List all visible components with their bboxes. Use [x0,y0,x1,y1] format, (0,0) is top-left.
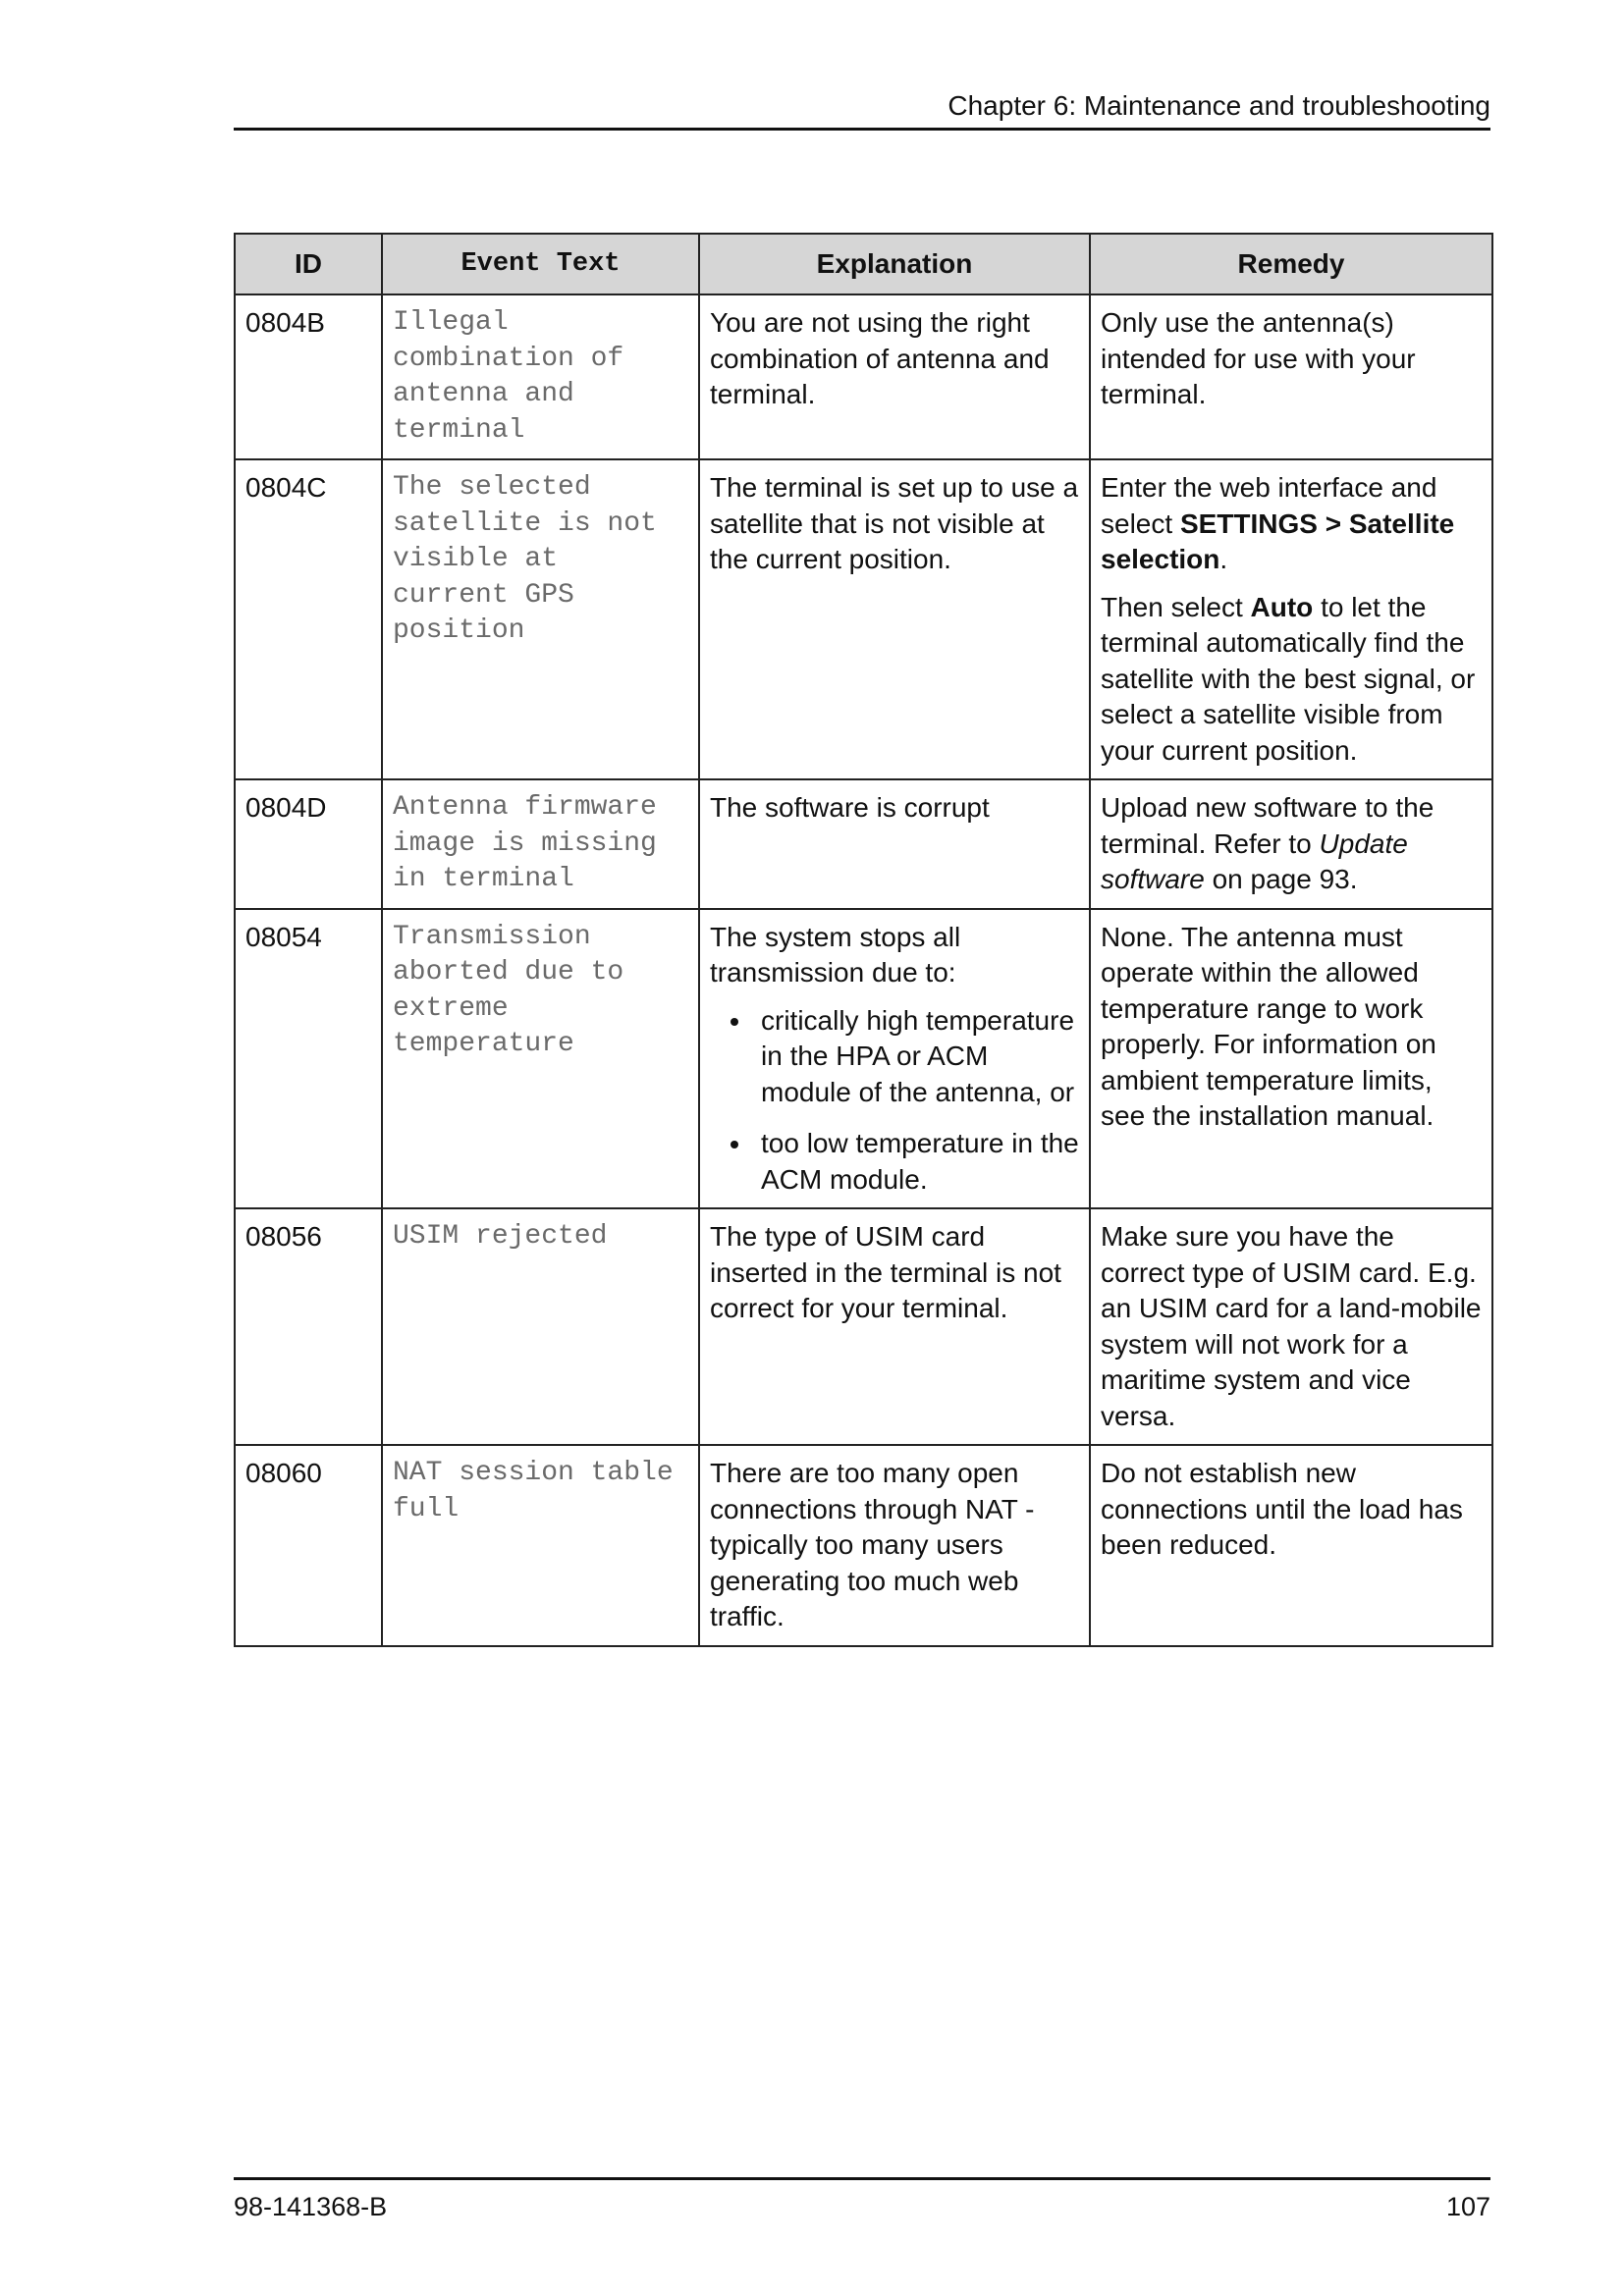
explanation: The terminal is set up to use a satellite that is not visible at the current position. [699,459,1090,779]
explanation-intro: The system stops all transmission due to: [710,921,961,988]
event-id: 0804B [235,294,382,459]
remedy [1090,459,1492,779]
document-number: 98-141368-B [234,2192,388,2221]
remedy-paragraph: Enter the web interface and select SETTINGS > Satellite selection. [1101,472,1455,574]
auto-option: Auto [1250,591,1314,622]
column-header-event-text: Event Text [382,234,699,294]
explanation: There are too many open connections through NAT - typically too many users generating too much web traffic. [699,1445,1090,1646]
event-id: 0804D [235,779,382,909]
event-id: 0804C [235,459,382,779]
explanation: The type of USIM card inserted in the terminal is not correct for your terminal. [699,1208,1090,1445]
event-text: Transmission aborted due to extreme temperature [382,909,699,1209]
list-item: • critically high temperature in the HPA or ACM module of the antenna, or [753,1003,1079,1111]
header-rule [234,128,1490,131]
remedy-paragraph: Then select Auto to let the terminal automatically find the satellite with the best signal, or select a satellite visible from your current position. [1101,591,1476,766]
remedy: Make sure you have the correct type of USIM card. E.g. an USIM card for a land-mobile system will not work for a maritime system and vice versa. [1090,1208,1492,1445]
remedy: None. The antenna must operate within the allowed temperature range to work properly. For information on ambient temperature limits, see the installation manual. [1090,909,1492,1209]
footer-rule [234,2177,1490,2180]
column-header-id: ID [235,234,382,294]
remedy: Upload new software to the terminal. Refer to Update software on page 93. [1090,779,1492,909]
chapter-header: Chapter 6: Maintenance and troubleshooting [947,90,1490,121]
event-text: USIM rejected [382,1208,699,1445]
event-id: 08056 [235,1208,382,1445]
table-row [235,1208,1492,1445]
table-row [235,1445,1492,1646]
explanation: You are not using the right combination of antenna and terminal. [699,294,1090,459]
column-header-explanation: Explanation [699,234,1090,294]
event-table [234,233,1493,1647]
column-header-remedy: Remedy [1090,234,1492,294]
table-row [235,909,1492,1209]
explanation: The software is corrupt [699,779,1090,909]
cause-list [710,1003,1079,1199]
remedy: Do not establish new connections until the load has been reduced. [1090,1445,1492,1646]
event-text: Illegal combination of antenna and terminal [382,294,699,459]
page-number: 107 [1445,2192,1490,2221]
event-text: NAT session table full [382,1445,699,1646]
menu-path: SETTINGS > Satellite selection [1101,507,1455,574]
event-text: The selected satellite is not visible at current GPS position [382,459,699,779]
table-row [235,294,1492,459]
event-text: Antenna firmware image is missing in terminal [382,779,699,909]
list-item: • too low temperature in the ACM module. [753,1126,1079,1198]
event-id: 08060 [235,1445,382,1646]
table-header-row [235,234,1492,294]
remedy: Only use the antenna(s) intended for use with your terminal. [1090,294,1492,459]
table-row [235,459,1492,779]
explanation [699,909,1090,1209]
event-id: 08054 [235,909,382,1209]
cross-reference-link[interactable]: Update software [1101,828,1408,894]
table-row [235,779,1492,909]
